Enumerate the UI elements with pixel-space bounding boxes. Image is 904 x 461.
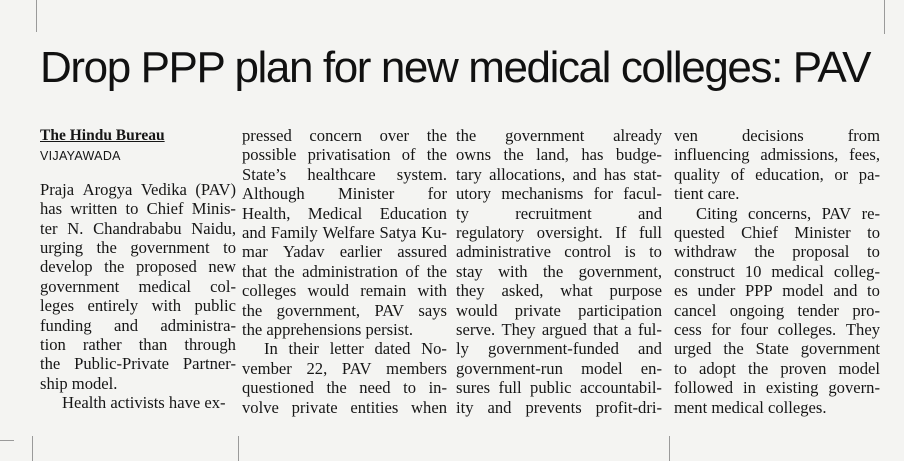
text-line: ly government-funded and (456, 339, 662, 359)
text-line: cess for four colleges. They (674, 320, 880, 340)
article-column-4 (674, 126, 880, 417)
column-1-text (40, 180, 236, 413)
text-line: the government already (456, 126, 662, 145)
text-line: State’s healthcare system. (242, 164, 447, 184)
text-line: tient care. (674, 184, 740, 204)
text-line: pressed concern over the (242, 126, 447, 145)
text-line: tion rather than through (40, 335, 236, 355)
text-line: has written to Chief Minis- (40, 199, 236, 219)
text-line: construct 10 medical colleg- (674, 261, 880, 281)
text-line: quality of education, or pa- (674, 164, 880, 184)
text-line: they asked, what purpose (456, 281, 662, 301)
text-line: tary allocations, and has stat- (456, 164, 662, 184)
text-line: government-run model en- (456, 358, 662, 378)
text-line: colleges would remain with (242, 281, 447, 301)
text-line: ven decisions from (674, 126, 880, 145)
text-line: the apprehensions persist. (242, 320, 413, 340)
text-line: that the administration of the (242, 261, 447, 281)
text-line: cancel ongoing tender pro- (674, 300, 880, 320)
text-line: volve private entities when (242, 397, 447, 417)
text-line: ter N. Chandrababu Naidu, (40, 218, 236, 238)
bottom-rule-2 (238, 436, 239, 461)
text-line: mar Yadav earlier assured (242, 242, 447, 262)
dateline: VIJAYAWADA (40, 149, 121, 164)
text-line: would private participation (456, 300, 662, 320)
text-line: to adopt the proven model (674, 358, 880, 378)
text-line: ment medical colleges. (674, 397, 827, 417)
top-left-rule (36, 0, 37, 32)
text-line: ty recruitment and (456, 203, 662, 223)
text-line: administrative control is to (456, 242, 662, 262)
text-line: the Public-Private Partner- (40, 354, 236, 374)
text-line: es under PPP model and to (674, 281, 880, 301)
text-line: sures full public accountabil- (456, 378, 662, 398)
text-line: utory mechanisms for facul- (456, 184, 662, 204)
text-line: withdraw the proposal to (674, 242, 880, 262)
headline: Drop PPP plan for new medical colleges: PAV (40, 43, 871, 92)
text-line: funding and administra- (40, 315, 236, 335)
text-line: serve. They argued that a ful- (456, 320, 662, 340)
text-line: In their letter dated No- (264, 339, 447, 359)
article-column-3 (456, 126, 662, 417)
text-line: vember 22, PAV members (242, 358, 447, 378)
text-line: questioned the need to in- (242, 378, 447, 398)
text-line: Praja Arogya Vedika (PAV) (40, 179, 236, 199)
text-line: leges entirely with public (40, 296, 236, 316)
bottom-left-rule-h (0, 440, 14, 441)
text-line: Health activists have ex- (62, 393, 226, 413)
text-line: quested Chief Minister to (674, 223, 880, 243)
byline: The Hindu Bureau (40, 127, 165, 144)
text-line: develop the proposed new (40, 257, 236, 277)
text-line: regulatory oversight. If full (456, 223, 662, 243)
text-line: ship model. (40, 373, 118, 393)
text-line: influencing admissions, fees, (674, 145, 880, 165)
text-line: followed in existing govern- (674, 378, 880, 398)
article-column-1 (40, 126, 236, 413)
article-column-2 (242, 126, 447, 417)
text-line: ity and prevents profit-dri- (456, 397, 662, 417)
text-line: owns the land, has budge- (456, 145, 662, 165)
text-line: and Family Welfare Satya Ku- (242, 223, 447, 243)
text-line: government medical col- (40, 276, 236, 296)
text-line: urging the government to (40, 238, 236, 258)
text-line: Health, Medical Education (242, 203, 447, 223)
text-line: the government, PAV says (242, 300, 447, 320)
text-line: stay with the government, (456, 261, 662, 281)
text-line: Although Minister for (242, 184, 447, 204)
top-right-rule (884, 0, 885, 34)
text-line: possible privatisation of the (242, 145, 447, 165)
text-line: urged the State government (674, 339, 880, 359)
bottom-rule-1 (32, 436, 33, 461)
bottom-rule-3 (669, 436, 670, 461)
text-line: Citing concerns, PAV re- (696, 203, 880, 223)
